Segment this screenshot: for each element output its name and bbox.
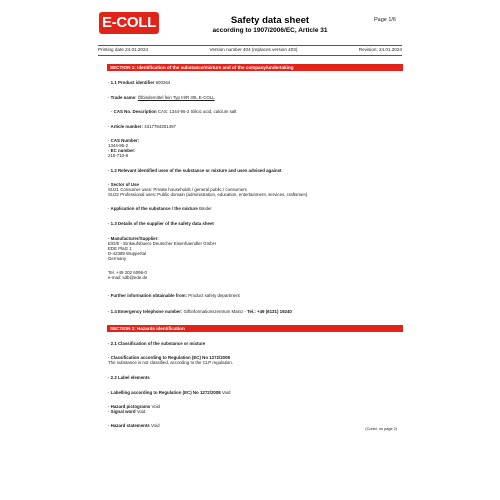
document-title: Safety data sheet [230, 15, 310, 26]
supplier-email: e-mail: sdb@ede.de [108, 275, 148, 280]
document-meta-row [98, 47, 402, 52]
supplier-telephone: Tel. +49 202 6096-0 [108, 270, 147, 275]
clp-classification-label: · Classification according to Regulation (EC) No 1272/2008 [108, 355, 230, 360]
company-logo: E-COLL [99, 12, 159, 34]
cas-number-value: 1344-95-2 [108, 143, 129, 148]
hazard-statements: · Hazard statements Void [108, 423, 160, 428]
identified-uses-heading: · 1.2 Relevant identified uses of the substance or mixture and uses advised against [108, 168, 282, 173]
emergency-telephone: · 1.4 Emergency telephone number: Giftinformationszentrum Mainz - Tel.: +49 (6131) 19240 [108, 309, 292, 314]
hazard-pictograms: · Hazard pictograms Void [108, 404, 160, 409]
meta-divider [98, 55, 402, 56]
ec-number-value: 215-710-8 [108, 153, 129, 158]
clp-classification-value: The substance is not classified, according to the CLP regulation. [108, 360, 233, 365]
manufacturer-label: · Manufacturer/Supplier: [108, 236, 159, 241]
address-line: E/D/E - Einkaufsbuero Deutscher Eisenhaendler GmbH [108, 241, 216, 246]
further-information: · Further information obtainable from: Product safety department [108, 293, 240, 298]
continued-note: (Contd. on page 2) [365, 427, 397, 431]
article-number: · Article number: 4317784301497 [108, 124, 176, 129]
sector-su21: SU21 Consumer uses: Private households / general public / consumers [108, 187, 247, 192]
labelling-regulation: · Labelling according to Regulation (EC) No 1272/2008 Void [108, 390, 231, 395]
ec-number-label: · EC number: [108, 148, 136, 153]
page-number: Page 1/6 [373, 17, 396, 23]
printing-date: Printing date 24.01.2024 [98, 47, 149, 52]
section-1-heading: SECTION 1: Identification of the substance/mixture and of the company/undertaking [107, 64, 403, 71]
cas-description: · CAS No. Description CAS: 1344-95-2 Silicic acid, calcium salt [111, 109, 237, 114]
application: · Application of the substance / the mixture Binder [108, 206, 212, 211]
sector-su22: SU22 Professional uses: Public domain (administration, education, entertainment, services, craftsmen) [108, 192, 308, 197]
sector-of-use-label: · Sector of Use [108, 182, 139, 187]
trade-name: · Trade name: Ölbindemittel fein Typ III/R 30L E-COLL [108, 95, 215, 100]
label-elements-heading: · 2.2 Label elements [108, 375, 150, 380]
classification-heading: · 2.1 Classification of the substance or mixture [108, 341, 206, 346]
address-line: Germany [108, 256, 127, 261]
cas-number-label: · CAS Number: [108, 138, 140, 143]
section-2-heading: SECTION 2: Hazards identification [107, 325, 403, 332]
product-identifier: · 1.1 Product identifier 600264 [108, 80, 171, 85]
supplier-heading: · 1.3 Details of the supplier of the safety data sheet [108, 221, 214, 226]
revision-date: Revision: 24.01.2024 [358, 47, 402, 52]
address-line: EDE Platz 1 [108, 246, 132, 251]
document-subtitle: according to 1907/2006/EC, Article 31 [212, 27, 328, 34]
signal-word: · Signal word Void [108, 409, 146, 414]
address-line: D-42389 Wuppertal [108, 251, 146, 256]
header-divider [98, 45, 402, 46]
version-number: Version number 404 (replaces version 403) [209, 47, 298, 52]
